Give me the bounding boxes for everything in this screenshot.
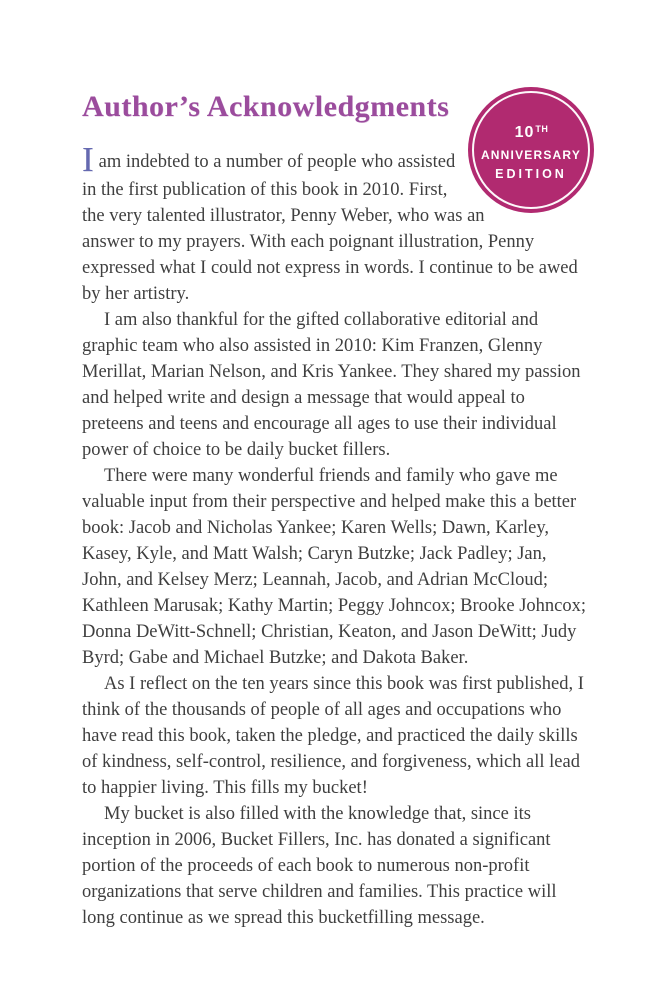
body-text [82,142,588,931]
page-title: Author’s Acknowledgments [82,90,450,123]
paragraph-4: As I reflect on the ten years since this book was first published, I think of the thousands of people of all ages and occupations who have read this book, taken the pledge, and practiced the daily skills of kindness, self-control, resilience, and forgiveness, which all lead to happier living. This fills my bucket! [82,674,584,798]
paragraph-3: There were many wonderful friends and family who gave me valuable input from their perspective and helped make this a better book: Jacob and Nicholas Yankee; Karen Wells; Dawn, Karley, Kasey, Kyle, and Matt Walsh; Caryn Butzke; Jack Padley; Jan, John, and Kelsey Merz; Leannah, Jacob, and Adrian McCloud; Kathleen Marusak; Kathy Martin; Peggy Johncox; Brooke Johncox; Donna DeWitt-Schnell; Christian, Keaton, and Jason DeWitt; Judy Byrd; Gabe and Michael Butzke; and Dakota Baker. [82,466,587,668]
badge-number: 10 [514,124,535,141]
drop-cap: I [82,140,94,179]
badge-number-line [515,125,548,142]
badge-anniversary-label: ANNIVERSARY [480,148,582,162]
badge-edition-label: EDITION [495,167,567,181]
paragraph-1 [82,142,588,307]
paragraph-1-text: am indebted to a number of people who assisted in the first publication of this book in 2010. First, the very talented illustrator, Penny Weber, who was an answer to my prayers. With each poignant illustration, Penny expressed what I could not express in words. I continue to be awed by her artistry. [82,152,578,304]
badge-ordinal-suffix: TH [535,124,549,134]
paragraph-2: I am also thankful for the gifted collaborative editorial and graphic team who also assisted in 2010: Kim Franzen, Glenny Merillat, Marian Nelson, and Kris Yankee. They shared my passion and helped write and design a message that would appeal to preteens and teens and encourage all ages to use their individual power of choice to be daily bucket fillers. [82,310,581,460]
paragraph-5: My bucket is also filled with the knowledge that, since its inception in 2006, Bucket Fillers, Inc. has donated a significant portion of the proceeds of each book to numerous non-profit organizations that serve children and families. This practice will long continue as we spread this bucketfilling message. [82,804,557,928]
